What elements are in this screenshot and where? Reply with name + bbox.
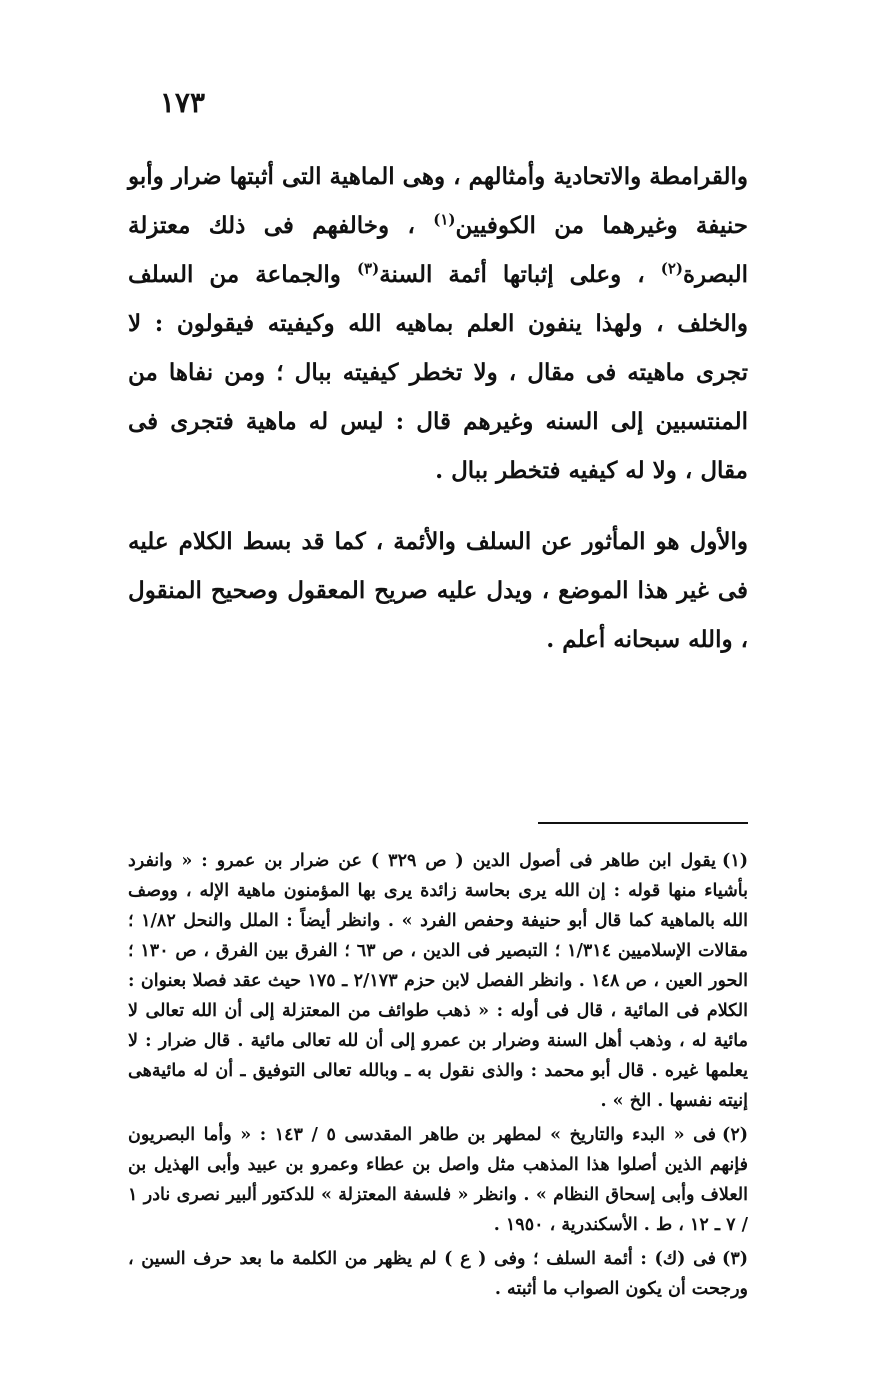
footnote-ref-3: (٣)	[356, 259, 380, 278]
footnote-ref-1: (١)	[433, 210, 456, 229]
footnote-text: فى (ك) : أئمة السلف ؛ وفى ( ع ) لم يظهر من الكلمة ما بعد حرف السين ، ورجحت أن يكون الصواب ما أثبته .	[128, 1249, 748, 1299]
paragraph-1-part-1: والقرامطة والاتحادية وأمثالهم ، وهى الماهية التى أثبتها ضرار وأبو حنيفة وغيرهما من الكوفيين	[128, 163, 748, 239]
footnote-separator	[538, 822, 748, 824]
footnote-3	[128, 1244, 748, 1304]
footnote-number: (٢)	[722, 1125, 749, 1145]
footnote-1	[128, 846, 748, 1116]
page-number: ١٧٣	[159, 86, 205, 119]
paragraph-2: والأول هو المأثور عن السلف والأئمة ، كما قد بسط الكلام عليه فى غير هذا الموضع ، ويدل عليه صريح المعقول وصحيح المنقول ، والله سبحانه أعلم .	[128, 528, 748, 653]
paragraph-1-part-4: والجماعة من السلف والخلف ، ولهذا ينفون العلم بماهيه الله وكيفيته فيقولون : لا تجرى ماهيته فى مقال ، ولا تخطر كيفيته ببال ؛ ومن نفاها من المنتسبين إلى السنه وغيرهم قال : ليس له ماهية فتجرى فى مقال ، ولا له كيفيه فتخطر ببال .	[128, 261, 748, 484]
paragraph-1-part-3: ، وعلى إثباتها أئمة السنة	[379, 261, 661, 288]
main-text	[128, 152, 748, 664]
footnote-2	[128, 1120, 748, 1240]
paragraph-1	[128, 152, 748, 495]
footnote-text: فى « البدء والتاريخ » لمطهر بن طاهر المقدسى ٥ / ١٤٣ : « وأما البصريون فإنهم الذين أصلوا هذا المذهب مثل واصل بن عطاء وعمرو بن عبيد وأبى الهذيل بن العلاف وأبى إسحاق النظام » . وانظر « فلسفة المعتزلة » للدكتور ألبير نصرى نادر ١ / ٧ ـ ١٢ ، ط . الأسكندرية ، ١٩٥٠ .	[128, 1125, 748, 1235]
footnote-number: (١)	[722, 851, 749, 871]
footnote-text: يقول ابن طاهر فى أصول الدين ( ص ٣٢٩ ) عن ضرار بن عمرو : « وانفرد بأشياء منها قوله : إن الله يرى بحاسة زائدة يرى بها المؤمنون ماهية الإله ، ووصف الله بالماهية كما قال أبو حنيفة وحفص الفرد » . وانظر أيضاً : الملل والنحل ١/٨٢ ؛ مقالات الإسلاميين ١/٣١٤ ؛ التبصير فى الدين ، ص ٦٣ ؛ الفرق بين الفرق ، ص ١٣٠ ؛ الحور العين ، ص ١٤٨ . وانظر الفصل لابن حزم ٢/١٧٣ ـ ١٧٥ حيث عقد فصلا بعنوان : الكلام فى المائية ، قال فى أوله : « ذهب طوائف من المعتزلة إلى أن الله تعالى لا مائية له ، وذهب أهل السنة وضرار بن عمرو إلى أن لله تعالى مائية . قال ضرار : لا يعلمها غيره . قال أبو محمد : والذى نقول به ـ وبالله تعالى التوفيق ـ أن له مائيةهى إنيته نفسها . الخ » .	[128, 851, 748, 1111]
footnote-number: (٣)	[722, 1249, 748, 1269]
footnotes	[128, 846, 748, 1304]
footnote-ref-2: (٢)	[660, 259, 683, 278]
paragraph-1-part-2: ، وخالفهم فى ذلك معتزلة البصرة	[128, 212, 749, 288]
